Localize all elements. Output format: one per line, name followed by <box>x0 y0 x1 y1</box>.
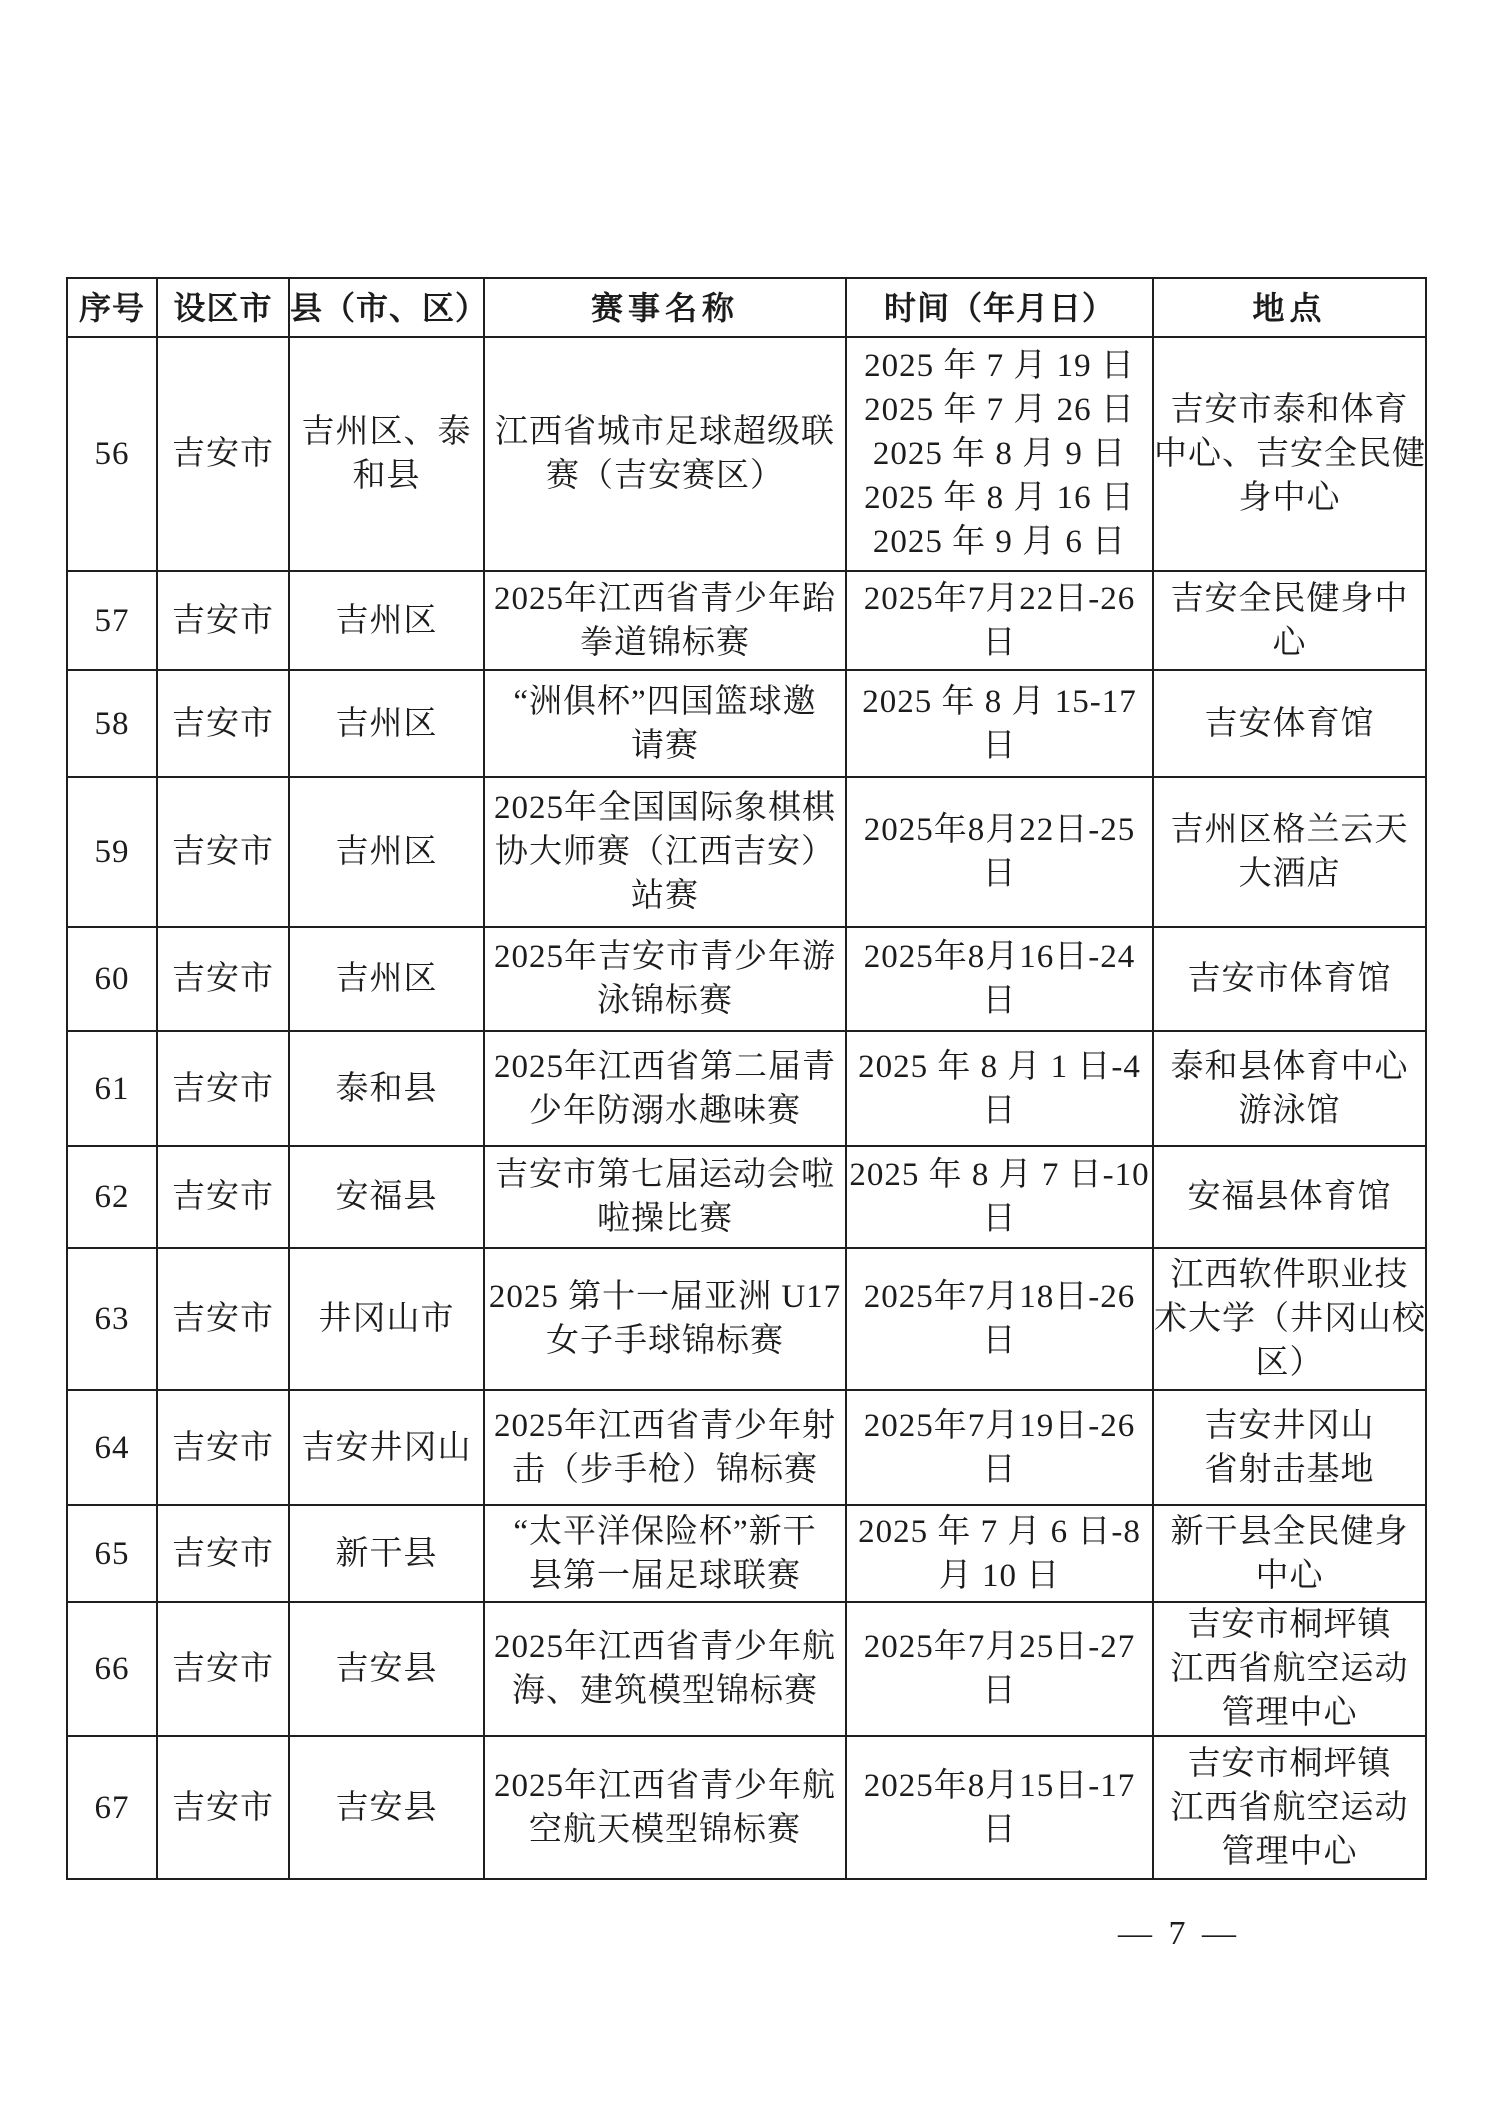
cell-line: 吉州区格兰云天 <box>1170 812 1409 848</box>
cell-line: 少年防溺水趣味赛 <box>529 1092 801 1129</box>
cell-line: 吉州区 <box>335 602 438 639</box>
table-row <box>67 1505 1426 1602</box>
cell-line: 59 <box>94 834 130 870</box>
table-header <box>67 278 1426 337</box>
cell-line: 63 <box>94 1301 130 1337</box>
header-seq: 序号 <box>67 278 157 337</box>
cell-venue <box>1153 1736 1426 1879</box>
cell-line: 江西省航空运动 <box>1170 1651 1409 1687</box>
cell-line: 61 <box>94 1070 130 1107</box>
cell-venue <box>1153 670 1426 777</box>
cell-county <box>289 1602 484 1736</box>
cell-line: 区） <box>1255 1345 1324 1381</box>
cell-line: 吉安市 <box>172 436 274 472</box>
cell-event-name <box>484 670 846 777</box>
cell-line: 吉安市体育馆 <box>1187 961 1392 997</box>
cell-county <box>289 1248 484 1390</box>
cell-line: 2025 年 7 月 6 日-8 <box>858 1513 1141 1550</box>
cell-line: 泰和县体育中心 <box>1170 1048 1409 1085</box>
cell-event-name <box>484 927 846 1031</box>
cell-time <box>846 1248 1153 1390</box>
cell-county <box>289 927 484 1031</box>
cell-line: 2025年7月22日-26 <box>863 580 1136 617</box>
cell-line: 2025年8月15日-17 <box>863 1767 1136 1804</box>
cell-line: 术大学（井冈山校 <box>1154 1301 1426 1337</box>
cell-seq <box>67 1602 157 1736</box>
cell-line: 2025年8月16日-24 <box>863 939 1136 975</box>
cell-line: 吉安市 <box>172 1651 274 1687</box>
cell-city <box>157 1146 289 1248</box>
cell-county <box>289 571 484 670</box>
cell-venue <box>1153 1146 1426 1248</box>
cell-line: 大酒店 <box>1238 856 1341 892</box>
cell-line: 2025年江西省第二届青 <box>494 1048 836 1085</box>
cell-venue <box>1153 1602 1426 1736</box>
cell-seq <box>67 337 157 571</box>
table-row <box>67 927 1426 1031</box>
cell-line: 2025年7月18日-26 <box>863 1279 1136 1315</box>
cell-line: 吉安市 <box>172 834 274 870</box>
cell-event-name <box>484 1146 846 1248</box>
table-body <box>67 337 1426 1879</box>
cell-time <box>846 1390 1153 1505</box>
cell-time <box>846 1602 1153 1736</box>
cell-line: 女子手球锦标赛 <box>546 1323 784 1359</box>
cell-line: 吉安体育馆 <box>1204 705 1375 742</box>
cell-line: 66 <box>94 1651 130 1687</box>
cell-line: 2025 年 8 月 7 日-10 <box>849 1157 1150 1193</box>
cell-line: 吉安井冈山 <box>301 1429 472 1466</box>
cell-line: 泰和县 <box>335 1070 438 1107</box>
table-row <box>67 1031 1426 1146</box>
cell-line: 江西软件职业技 <box>1170 1257 1409 1293</box>
cell-venue <box>1153 927 1426 1031</box>
cell-line: 2025 年 7 月 19 日 <box>864 348 1135 384</box>
cell-line: 2025 年 8 月 16 日 <box>864 480 1135 516</box>
cell-line: 日 <box>982 1451 1017 1488</box>
header-county: 县（市、区） <box>289 278 484 337</box>
cell-line: 日 <box>982 1201 1017 1237</box>
cell-county <box>289 777 484 927</box>
cell-time <box>846 670 1153 777</box>
cell-line: 身中心 <box>1238 480 1341 516</box>
cell-time <box>846 1736 1153 1879</box>
cell-venue <box>1153 571 1426 670</box>
cell-venue <box>1153 1031 1426 1146</box>
cell-line: 游泳馆 <box>1238 1092 1341 1129</box>
cell-city <box>157 1248 289 1390</box>
cell-time <box>846 927 1153 1031</box>
cell-seq <box>67 1031 157 1146</box>
cell-line: 62 <box>94 1179 130 1215</box>
cell-line: 2025年江西省青少年航 <box>494 1629 836 1665</box>
cell-line: 2025年江西省青少年跆 <box>494 580 836 617</box>
cell-seq <box>67 777 157 927</box>
cell-line: 58 <box>94 705 130 742</box>
cell-line: “太平洋保险杯”新干 <box>513 1513 817 1550</box>
cell-event-name <box>484 1248 846 1390</box>
cell-line: 吉州区、泰 <box>301 414 472 450</box>
cell-line: 安福县体育馆 <box>1187 1179 1392 1215</box>
cell-line: 协大师赛（江西吉安） <box>495 834 835 870</box>
cell-line: 新干县 <box>335 1535 438 1572</box>
header-event-name: 赛事名称 <box>484 278 846 337</box>
cell-time <box>846 777 1153 927</box>
cell-venue <box>1153 1505 1426 1602</box>
cell-line: 2025 第十一届亚洲 U17 <box>488 1279 842 1315</box>
header-venue: 地点 <box>1153 278 1426 337</box>
cell-line: 60 <box>94 961 130 997</box>
cell-line: 日 <box>982 983 1017 1019</box>
cell-line: 日 <box>982 1092 1017 1129</box>
cell-line: 吉州区 <box>335 834 438 870</box>
cell-line: 吉安市桐坪镇 <box>1187 1607 1392 1643</box>
table-row <box>67 777 1426 927</box>
cell-line: 吉安县 <box>335 1651 438 1687</box>
cell-line: 57 <box>94 602 130 639</box>
cell-event-name <box>484 337 846 571</box>
cell-event-name <box>484 1390 846 1505</box>
cell-event-name <box>484 1031 846 1146</box>
cell-county <box>289 1390 484 1505</box>
cell-county <box>289 1031 484 1146</box>
cell-city <box>157 1505 289 1602</box>
cell-venue <box>1153 1248 1426 1390</box>
cell-line: 吉安市 <box>172 1789 274 1826</box>
table-row <box>67 1390 1426 1505</box>
cell-line: 站赛 <box>631 878 699 914</box>
cell-seq <box>67 1390 157 1505</box>
cell-line: 2025 年 8 月 1 日-4 <box>858 1048 1141 1085</box>
cell-line: 泳锦标赛 <box>597 983 733 1019</box>
cell-line: 65 <box>94 1535 130 1572</box>
cell-line: 2025年吉安市青少年游 <box>494 939 836 975</box>
cell-line: 吉州区 <box>335 961 438 997</box>
cell-city <box>157 337 289 571</box>
cell-line: 2025年江西省青少年航 <box>494 1767 836 1804</box>
header-time: 时间（年月日） <box>846 278 1153 337</box>
cell-event-name <box>484 777 846 927</box>
cell-line: 2025 年 8 月 9 日 <box>872 436 1127 472</box>
cell-line: 中心 <box>1255 1557 1324 1594</box>
cell-seq <box>67 1248 157 1390</box>
cell-line: 吉州区 <box>335 705 438 742</box>
cell-line: 吉安市第七届运动会啦 <box>495 1157 835 1193</box>
cell-line: 日 <box>982 1673 1017 1709</box>
cell-line: 请赛 <box>631 727 699 764</box>
cell-county <box>289 670 484 777</box>
cell-line: 日 <box>982 727 1017 764</box>
cell-line: 2025 年 8 月 15-17 <box>862 683 1137 720</box>
cell-venue <box>1153 1390 1426 1505</box>
cell-city <box>157 670 289 777</box>
cell-city <box>157 571 289 670</box>
cell-line: 月 10 日 <box>938 1557 1061 1594</box>
cell-line: 日 <box>982 1811 1017 1848</box>
table-row <box>67 670 1426 777</box>
cell-line: 安福县 <box>335 1179 438 1215</box>
table-row <box>67 1146 1426 1248</box>
cell-seq <box>67 571 157 670</box>
cell-line: 吉安市 <box>172 1070 274 1107</box>
cell-line: 吉安市 <box>172 705 274 742</box>
cell-line: 江西省航空运动 <box>1170 1789 1409 1826</box>
cell-line: 管理中心 <box>1221 1833 1358 1870</box>
cell-seq <box>67 1146 157 1248</box>
cell-seq <box>67 1736 157 1879</box>
cell-city <box>157 1390 289 1505</box>
cell-event-name <box>484 571 846 670</box>
cell-line: 67 <box>94 1789 130 1826</box>
cell-line: 和县 <box>352 458 421 494</box>
cell-line: “洲俱杯”四国篮球邀 <box>513 683 817 720</box>
cell-line: 海、建筑模型锦标赛 <box>512 1673 818 1709</box>
cell-seq <box>67 670 157 777</box>
header-city: 设区市 <box>157 278 289 337</box>
header-row <box>67 278 1426 337</box>
cell-line: 吉安市泰和体育 <box>1170 392 1409 428</box>
cell-county <box>289 1736 484 1879</box>
cell-county <box>289 1146 484 1248</box>
events-table <box>66 277 1427 1880</box>
cell-city <box>157 1602 289 1736</box>
cell-line: 吉安县 <box>335 1789 438 1826</box>
cell-line: 2025年7月19日-26 <box>863 1407 1136 1444</box>
cell-line: 空航天模型锦标赛 <box>529 1811 801 1848</box>
cell-line: 吉安市 <box>172 1301 274 1337</box>
cell-line: 2025年7月25日-27 <box>863 1629 1136 1665</box>
cell-event-name <box>484 1736 846 1879</box>
cell-event-name <box>484 1505 846 1602</box>
cell-line: 吉安市 <box>172 602 274 639</box>
cell-venue <box>1153 337 1426 571</box>
cell-line: 吉安市 <box>172 1179 274 1215</box>
cell-line: 56 <box>94 436 130 472</box>
cell-line: 吉安市 <box>172 1429 274 1466</box>
cell-county <box>289 1505 484 1602</box>
page-number: — 7 — <box>1118 1915 1240 1952</box>
cell-time <box>846 1031 1153 1146</box>
cell-line: 啦操比赛 <box>597 1201 733 1237</box>
cell-seq <box>67 1505 157 1602</box>
cell-line: 击（步手枪）锦标赛 <box>512 1451 818 1488</box>
cell-line: 管理中心 <box>1221 1695 1358 1731</box>
cell-line: 心 <box>1272 624 1307 661</box>
cell-time <box>846 1146 1153 1248</box>
cell-event-name <box>484 1602 846 1736</box>
cell-city <box>157 1736 289 1879</box>
cell-line: 64 <box>94 1429 130 1466</box>
cell-line: 2025年江西省青少年射 <box>494 1407 836 1444</box>
cell-county <box>289 337 484 571</box>
cell-line: 吉安井冈山 <box>1204 1407 1375 1444</box>
table-row <box>67 1736 1426 1879</box>
cell-line: 吉安市 <box>172 1535 274 1572</box>
cell-line: 中心、吉安全民健 <box>1154 436 1426 472</box>
cell-line: 日 <box>982 1323 1017 1359</box>
cell-time <box>846 1505 1153 1602</box>
table-row <box>67 337 1426 571</box>
table-row <box>67 571 1426 670</box>
cell-city <box>157 1031 289 1146</box>
cell-line: 日 <box>982 856 1017 892</box>
table-row <box>67 1248 1426 1390</box>
cell-seq <box>67 927 157 1031</box>
cell-line: 2025年全国国际象棋棋 <box>494 790 836 826</box>
cell-line: 拳道锦标赛 <box>580 624 750 661</box>
cell-line: 赛（吉安赛区） <box>546 458 784 494</box>
cell-line: 2025年8月22日-25 <box>863 812 1136 848</box>
cell-line: 吉安全民健身中 <box>1170 580 1409 617</box>
cell-city <box>157 777 289 927</box>
cell-city <box>157 927 289 1031</box>
cell-line: 2025 年 9 月 6 日 <box>872 524 1127 560</box>
cell-line: 江西省城市足球超级联 <box>495 414 835 450</box>
cell-line: 2025 年 7 月 26 日 <box>864 392 1135 428</box>
cell-line: 新干县全民健身 <box>1170 1513 1409 1550</box>
cell-line: 井冈山市 <box>318 1301 455 1337</box>
table-row <box>67 1602 1426 1736</box>
cell-line: 日 <box>982 624 1017 661</box>
cell-venue <box>1153 777 1426 927</box>
cell-line: 吉安市 <box>172 961 274 997</box>
cell-time <box>846 571 1153 670</box>
cell-line: 省射击基地 <box>1204 1451 1375 1488</box>
cell-time <box>846 337 1153 571</box>
cell-line: 吉安市桐坪镇 <box>1187 1745 1392 1782</box>
cell-line: 县第一届足球联赛 <box>529 1557 801 1594</box>
